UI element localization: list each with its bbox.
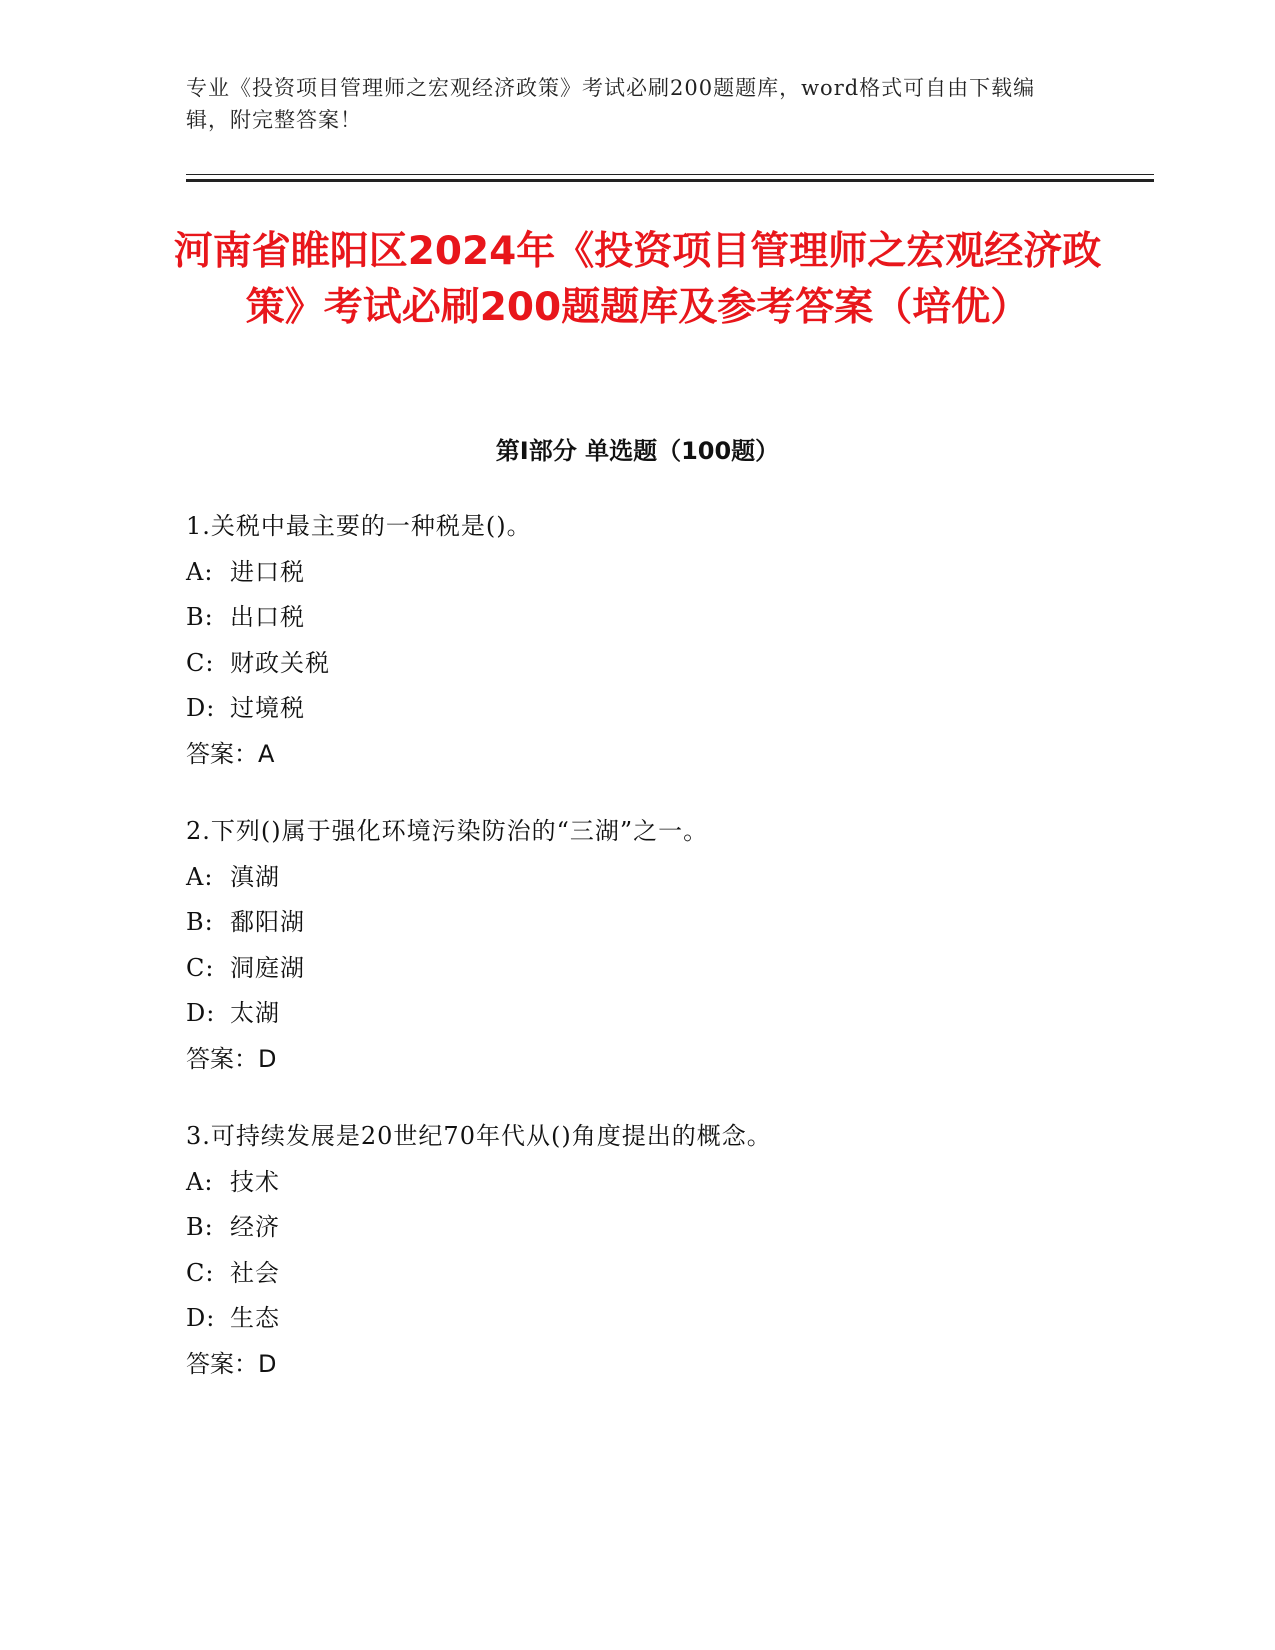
header-divider-thick: [186, 179, 1154, 182]
option-text: 过境税: [230, 694, 305, 722]
section-title: 第Ⅰ部分 单选题（100题）: [495, 437, 780, 465]
question-3: [186, 1114, 1146, 1387]
option-text: 进口税: [230, 557, 305, 586]
option-key: D:: [186, 694, 216, 722]
option-a: [186, 550, 1146, 596]
option-key: A:: [186, 862, 214, 891]
answer-line: 答案：D: [186, 1349, 277, 1378]
option-key: D:: [186, 1304, 216, 1332]
option-b: [186, 900, 1146, 946]
option-key: D:: [186, 999, 216, 1027]
option-a: [186, 855, 1146, 901]
option-text: 出口税: [230, 603, 305, 631]
option-text: 太湖: [230, 999, 280, 1027]
option-c: [186, 946, 1146, 992]
question-1: [186, 504, 1146, 777]
option-b: [186, 595, 1146, 641]
question-stem: 2.下列()属于强化环境污染防治的“三湖”之一。: [186, 817, 709, 845]
option-d: [186, 1296, 1146, 1342]
option-text: 财政关税: [230, 648, 330, 677]
answer-line: 答案：A: [186, 739, 275, 768]
option-text: 鄱阳湖: [230, 908, 305, 936]
option-text: 滇湖: [230, 862, 280, 891]
option-text: 生态: [230, 1304, 280, 1332]
question-2: [186, 809, 1146, 1082]
option-key: B:: [186, 908, 214, 936]
option-d: [186, 686, 1146, 732]
option-d: [186, 991, 1146, 1037]
option-text: 技术: [230, 1167, 280, 1196]
header-divider-thin: [186, 174, 1154, 175]
option-text: 经济: [230, 1213, 280, 1241]
option-c: [186, 641, 1146, 687]
option-key: B:: [186, 603, 214, 631]
option-key: C:: [186, 953, 215, 982]
option-b: [186, 1205, 1146, 1251]
option-key: A:: [186, 1167, 214, 1196]
document-title: 河南省睢阳区2024年《投资项目管理师之宏观经济政策》考试必刷200题题库及参考答案（培优）: [173, 229, 1102, 330]
option-key: A:: [186, 557, 214, 586]
option-key: C:: [186, 1258, 215, 1287]
option-text: 社会: [230, 1258, 280, 1287]
question-stem: 1.关税中最主要的一种税是()。: [186, 512, 532, 540]
option-key: B:: [186, 1213, 214, 1241]
option-key: C:: [186, 648, 215, 677]
option-a: [186, 1160, 1146, 1206]
option-text: 洞庭湖: [230, 953, 305, 982]
answer-line: 答案：D: [186, 1044, 277, 1073]
header-note: 专业《投资项目管理师之宏观经济政策》考试必刷200题题库，word格式可自由下载编辑，附完整答案！: [186, 76, 1036, 132]
question-stem: 3.可持续发展是20世纪70年代从()角度提出的概念。: [186, 1122, 772, 1150]
option-c: [186, 1251, 1146, 1297]
